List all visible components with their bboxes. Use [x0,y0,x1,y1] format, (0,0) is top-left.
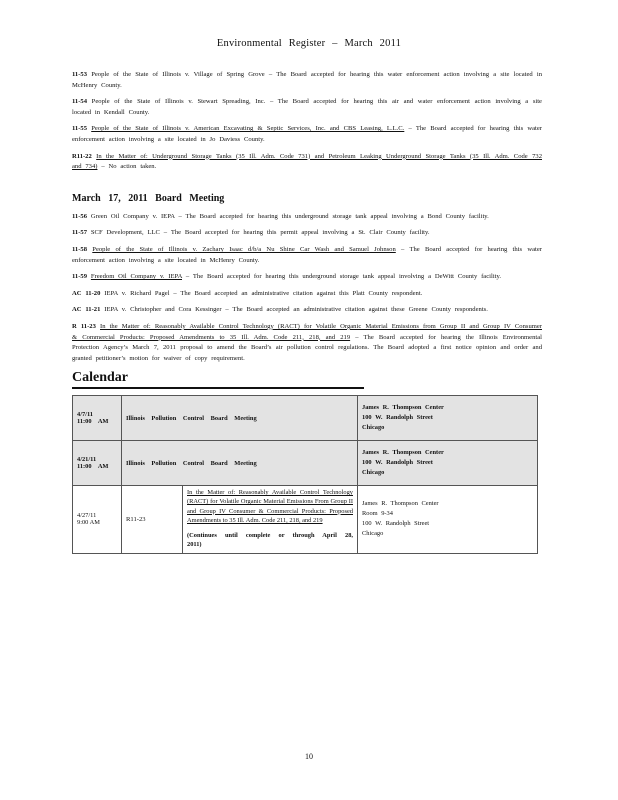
calendar-location [358,486,538,553]
location-line: Chicago [362,469,385,477]
location-line: Chicago [362,424,385,432]
docket-entry [72,245,542,266]
location-line: 100 W. Randolph Street [362,414,433,422]
calendar-event: Illinois Pollution Control Board Meeting [122,441,358,486]
case-caption: In the Matter of: Reasonably Available Control Technology (RACT) for Volatile Organic Material Emissions from Group II and Group IV Consumer & Commercial Products: Proposed Amendments to 35 Ill. Adm. Code 211, 218, and 219 [72,322,542,341]
docket-number: AC 11-20 [72,289,101,297]
calendar-date-cell [73,396,122,441]
calendar-time: 11:00 [77,418,92,426]
docket-number: 11-58 [72,245,88,253]
calendar-date: 4/7/11 [77,411,93,419]
docket-entry [72,124,542,145]
location-line: James R. Thompson Center [362,404,444,412]
entry-text: People of the State of Illinois v. Village of Spring Grove – The Board accepted for hearing this water enforcement action involving a site located in McHenry County. [72,71,542,89]
docket-number: 11-57 [72,229,88,237]
location-line: 100 W. Randolph Street [362,459,433,467]
entry-text: SCF Development, LLC – The Board accepted for hearing this permit appeal involving a St. Clair County facility. [90,229,430,237]
calendar-date-cell [73,441,122,486]
entry-text: – The Board accepted for hearing this underground storage tank appeal involving a DeWitt County facility. [182,273,501,281]
location-line: James R. Thompson Center [362,449,444,457]
docket-number: 11-53 [72,71,88,78]
docket-entry [72,322,542,364]
calendar-row [73,441,538,486]
docket-entry [72,212,542,223]
calendar-row [73,486,538,553]
page-content [72,70,542,554]
entry-text: Green Oil Company v. IEPA – The Board accepted for hearing this underground storage tank appeal involving a Bond County facility. [90,212,489,220]
location-line: Room 9-34 [362,510,393,518]
page-number: 10 [305,752,313,761]
calendar-date: 4/27/11 [77,512,97,520]
calendar-description [183,486,358,553]
location-line: James R. Thompson Center [362,500,439,508]
entry-text: IEPA v. Richard Pagel – The Board accepted an administrative citation against this Platt County respondent. [104,289,423,297]
docket-entry [72,97,542,118]
calendar-ampm: AM [97,463,109,471]
calendar-event: Illinois Pollution Control Board Meeting [122,396,358,441]
docket-entry [72,289,542,300]
section-heading: March 17, 2011 Board Meeting [72,192,225,204]
docket-number: AC 11-21 [72,306,101,314]
calendar-ampm: AM [97,418,109,426]
case-caption: People of the State of Illinois v. Zachary Isaac d/b/a Nu Shine Car Wash and Samuel Johnson [92,245,396,253]
docket-entry [72,272,542,283]
entry-text: – The Board accepted for hearing this water enforcement action involving a site located in Jo Daviess County. [72,125,542,143]
location-line: Chicago [362,530,384,538]
docket-number: 11-59 [72,273,88,281]
docket-entry [72,228,542,239]
docket-number: R 11-23 [72,322,96,330]
docket-entry [72,70,542,91]
calendar-case-number: R11-23 [122,486,183,553]
calendar-location [358,441,538,486]
calendar-location [358,396,538,441]
entry-text: – The Board accepted for hearing this water enforcement action involving a site located in McHenry County. [72,245,542,264]
calendar-date-cell [73,486,122,553]
docket-number: 11-55 [72,125,88,133]
docket-number: 11-54 [72,98,88,106]
entry-text: – The Board accepted for hearing the Illinois Environmental Protection Agency’s March 7, 2011 proposal to amend the Board’s air pollution control regulations. The Board adopted a first notice opinion and order and granted petitioner’s motion for waiver of copy requirement. [72,333,542,362]
calendar-title: Calendar [72,370,128,386]
docket-number: 11-56 [72,212,88,220]
entry-text: People of the State of Illinois v. Stewart Spreading, Inc. – The Board accepted for hearing this air and water enforcement action involving a site located in Kendall County. [72,98,542,116]
page-header: Environmental Register – March 2011 [216,38,402,49]
entry-text: IEPA v. Christopher and Cora Kessinger – The Board accepted an administrative citation against these Greene County respondents. [104,306,488,314]
calendar-row [73,396,538,441]
calendar-table [72,395,538,553]
case-caption: People of the State of Illinois v. American Excavating & Septic Services, Inc. and CBS Leasing, L.L.C. [91,125,405,133]
docket-number: R11-22 [72,152,92,160]
calendar-divider [72,387,364,389]
calendar-ampm: AM [89,519,100,527]
entry-text: – No action taken. [97,163,157,171]
case-caption: In the Matter of: Underground Storage Tanks (35 Ill. Adm. Code 731) and Petroleum Leaking Underground Storage Tanks (35 Ill. Adm. Code 732 and 734) [72,152,542,171]
hearing-continuation-note: (Continues until complete or through April 28, 2011) [187,532,353,549]
docket-entry [72,152,542,173]
case-caption: In the Matter of: Reasonably Available Control Technology (RACT) for Volatile Organic Material Emissions From Group II and Group IV Consumer & Commercial Products: Proposed Amendments to 35 Ill. Adm. Code 211, 218, and 219 [187,489,353,524]
calendar-time: 11:00 [77,463,92,471]
calendar-time: 9:00 [77,519,89,527]
docket-entry [72,305,542,316]
case-caption: Freedom Oil Company v. IEPA [90,273,182,281]
calendar-date: 4/21/11 [77,456,97,464]
location-line: 100 W. Randolph Street [362,520,430,528]
